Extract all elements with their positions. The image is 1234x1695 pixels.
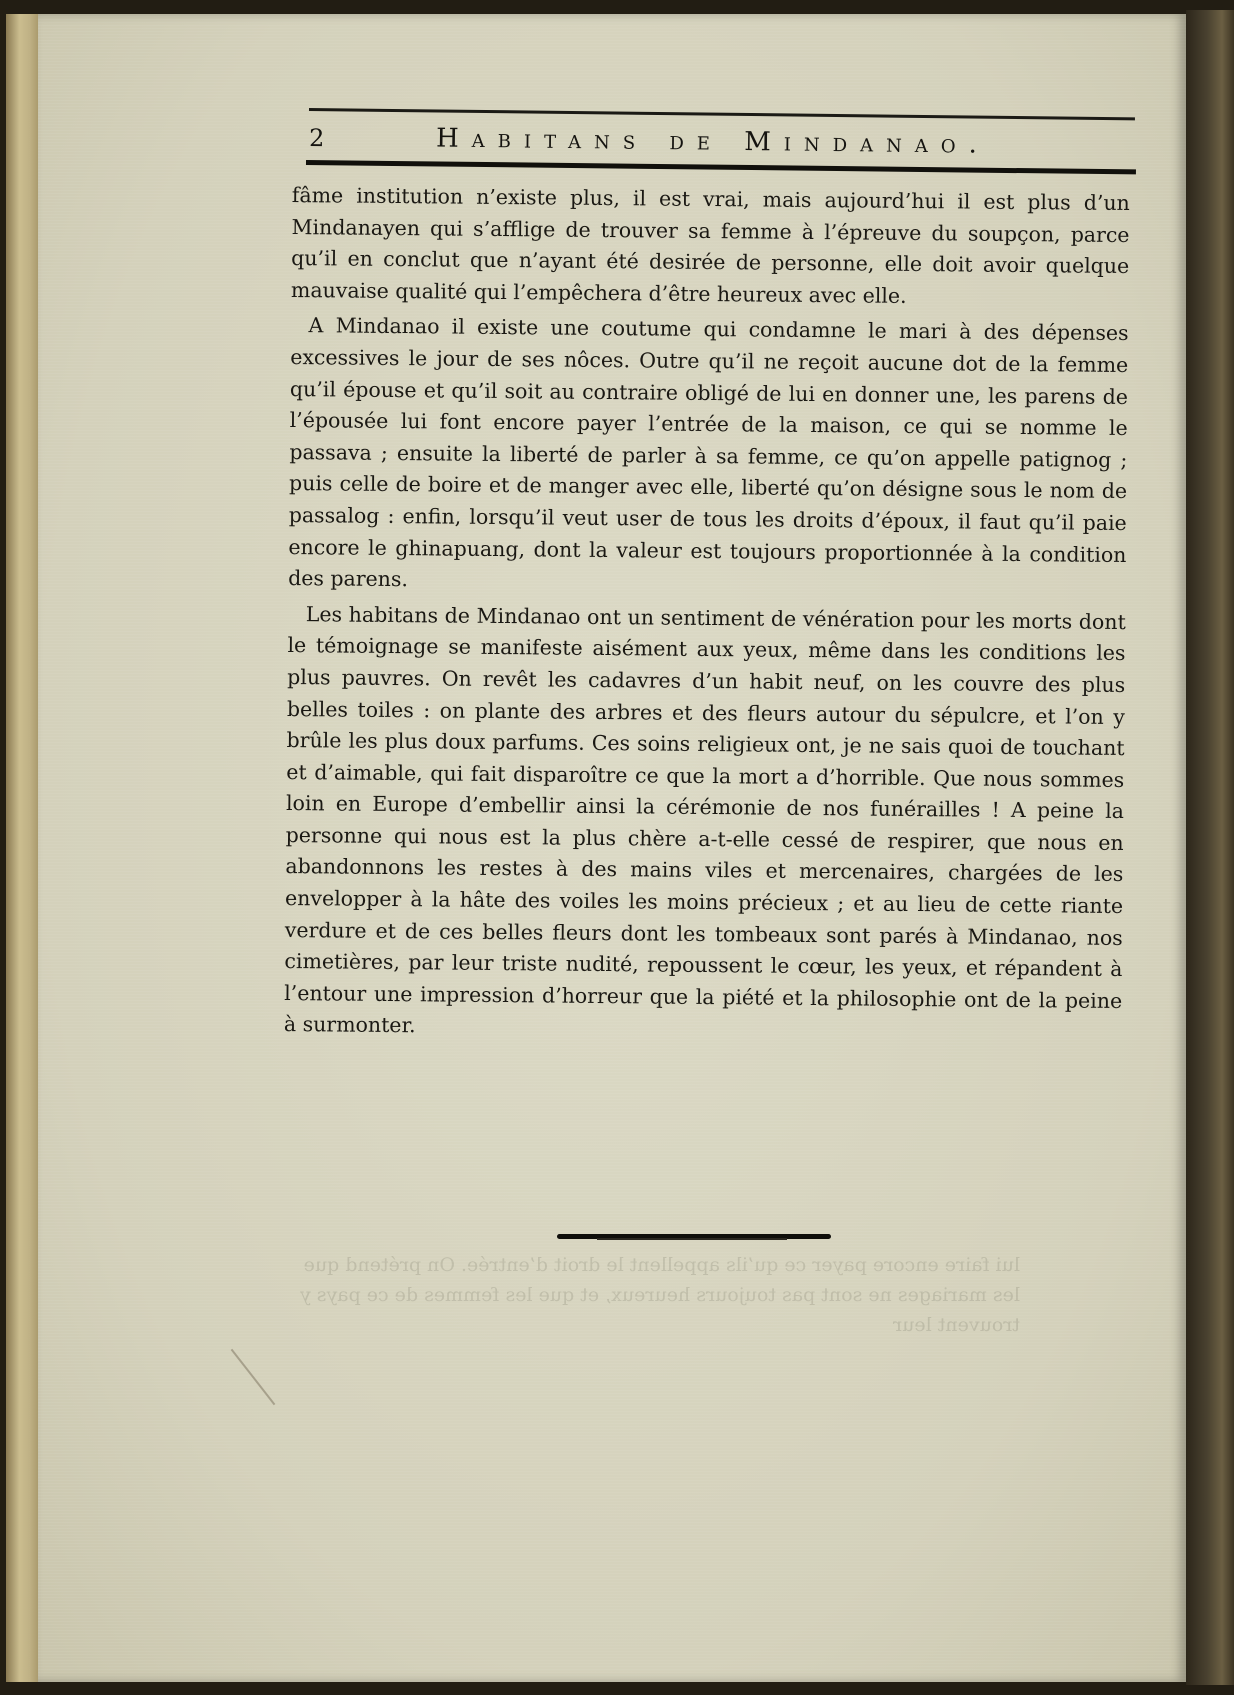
page-number: 2 <box>308 124 325 153</box>
paragraph-3: Les habitans de Mindanao ont un sentiment de vénération pour les morts dont le témoignage se manifeste aisément aux yeux, même dans les conditions les plus pauvres. On revêt les cadavres d’un habit neuf, on les couvre des plus belles toiles : on plante des arbres et des fleurs autour du sépulcre, et l’on y brûle les plus doux parfums. Ces soins religieux ont, je ne sais quoi de touchant et d’aimable, qui fait disparoître ce que la mort a d’horrible. Que nous sommes loin en Europe d’embellir ainsi la cérémonie de nos funérailles ! A peine la personne qui nous est la plus chère a-t-elle cessé de respirer, que nous en abandonnons les restes à des mains viles et mercenaires, chargées de les envelopper à la hâte des voiles les moins précieux ; et au lieu de cette riante verdure et de ces belles fleurs dont les tombeaux sont parés à Mindanao, nos cimetières, par leur triste nudité, repoussent le cœur, les yeux, et répandent à l’entour une impression d’horreur que la piété et la philosophie ont de la peine à surmonter. <box>283 601 1126 1038</box>
running-title: Habitans de Mindanao. <box>435 123 991 160</box>
end-of-chapter-rule <box>557 1234 831 1239</box>
left-page-edge <box>6 14 40 1682</box>
body-text <box>284 180 1130 1053</box>
right-book-edge <box>1186 10 1234 1685</box>
paragraph-1: fâme institution n’existe plus, il est vrai, mais aujourd’hui il est plus d’un Mindanayen qui s’afflige de trouver sa femme à l’épreuve du soupçon, parce qu’il en conclut que n’ayant été desirée de personne, elle doit avoir quelque mauvaise qualité qui l’empêchera d’être heureux avec elle. <box>290 182 1130 308</box>
paragraph-2: A Mindanao il existe une coutume qui condamne le mari à des dépenses excessives le jour de ses nôces. Outre qu’il ne reçoit aucune dot de la femme qu’il épouse et qu’il soit au contraire obligé de lui en donner une, les parens de l’épousée lui font encore payer l’entrée de la maison, ce qui se nomme le passava ; ensuite la liberté de parler à sa femme, ce qu’on appelle patignog ; puis celle de boire et de manger avec elle, liberté qu’on désigne sous le nom de passalog : enfin, lorsqu’il veut user de tous les droits d’époux, il faut qu’il paie encore le ghinapuang, dont la valeur est toujours proportionnée à la condition des parens. <box>288 313 1129 592</box>
